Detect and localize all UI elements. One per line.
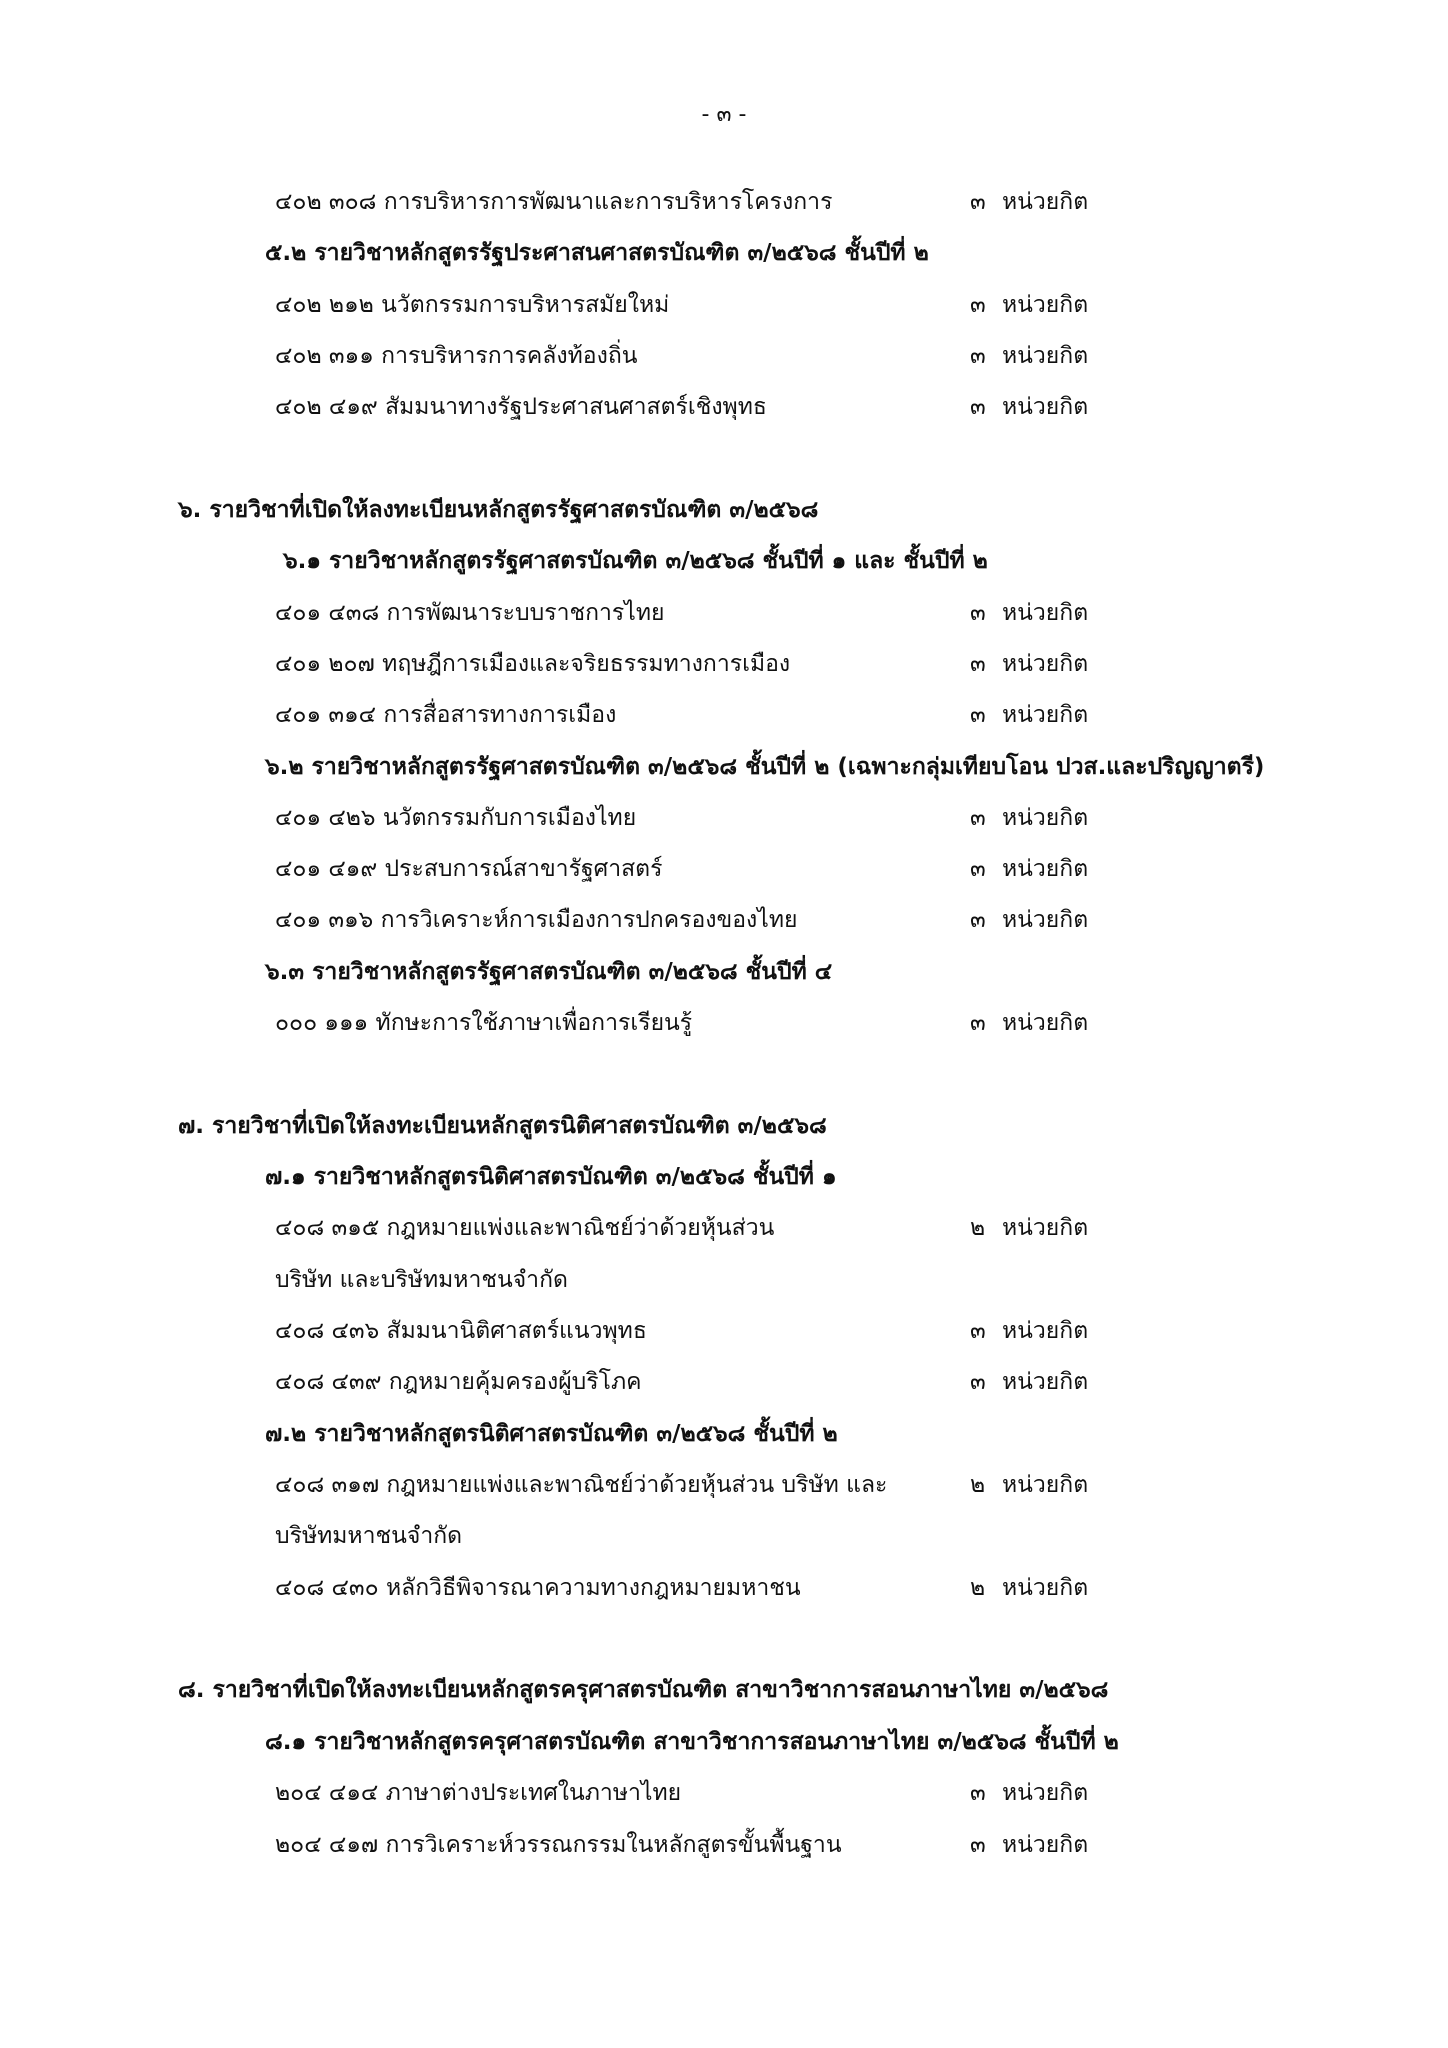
course-line: ๔๐๒ ๓๑๑ การบริหารการคลังท้องถิ่น [275, 343, 638, 369]
credit-count: ๓ [970, 1318, 986, 1344]
subsection-heading: ๘.๑ รายวิชาหลักสูตรครุศาสตรบัณฑิต สาขาวิชาการสอนภาษาไทย ๓/๒๕๖๘ ชั้นปีที่ ๒ [265, 1729, 1119, 1755]
credit-unit: หน่วยกิต [1002, 1010, 1089, 1036]
course-line: ๔๐๑ ๒๐๗ ทฤษฎีการเมืองและจริยธรรมทางการเมือง [275, 651, 791, 677]
section-heading: ๘. รายวิชาที่เปิดให้ลงทะเบียนหลักสูตรครุศาสตรบัณฑิต สาขาวิชาการสอนภาษาไทย ๓/๒๕๖๘ [178, 1677, 1109, 1703]
credit-unit: หน่วยกิต [1002, 1575, 1089, 1601]
credit-count: ๓ [970, 856, 986, 882]
course-line: ๒๐๔ ๔๑๔ ภาษาต่างประเทศในภาษาไทย [275, 1780, 682, 1806]
credit-value [970, 1006, 1088, 1040]
credit-unit: หน่วยกิต [1002, 1780, 1089, 1806]
credit-unit: หน่วยกิต [1002, 1832, 1089, 1858]
credit-count: ๓ [970, 1780, 986, 1806]
credit-value [970, 1468, 1088, 1502]
course-line: ๔๐๑ ๓๑๖ การวิเคราะห์การเมืองการปกครองของไทย [275, 907, 798, 933]
credit-count: ๒ [970, 1575, 986, 1601]
credit-value [970, 288, 1088, 322]
course-line: ๔๐๘ ๔๓๖ สัมมนานิติศาสตร์แนวพุทธ [275, 1318, 647, 1344]
subsection-heading: ๖.๑ รายวิชาหลักสูตรรัฐศาสตรบัณฑิต ๓/๒๕๖๘ ชั้นปีที่ ๑ และ ชั้นปีที่ ๒ [283, 548, 988, 574]
subsection-heading: ๖.๒ รายวิชาหลักสูตรรัฐศาสตรบัณฑิต ๓/๒๕๖๘ ชั้นปีที่ ๒ (เฉพาะกลุ่มเทียบโอน ปวส.และปริญญาตรี) [265, 754, 1265, 780]
course-title-continuation: บริษัทมหาชนจำกัด [275, 1523, 463, 1549]
credit-count: ๓ [970, 394, 986, 420]
credit-count: ๓ [970, 805, 986, 831]
subsection-heading: ๖.๓ รายวิชาหลักสูตรรัฐศาสตรบัณฑิต ๓/๒๕๖๘ ชั้นปีที่ ๔ [265, 959, 833, 985]
credit-value [970, 1314, 1088, 1348]
subsection-heading: ๗.๑ รายวิชาหลักสูตรนิติศาสตรบัณฑิต ๓/๒๕๖๘ ชั้นปีที่ ๑ [265, 1164, 837, 1190]
subsection-heading: ๕.๒ รายวิชาหลักสูตรรัฐประศาสนศาสตรบัณฑิต ๓/๒๕๖๘ ชั้นปีที่ ๒ [265, 240, 929, 266]
credit-value [970, 185, 1088, 219]
credit-value [970, 903, 1088, 937]
course-line: ๒๐๔ ๔๑๗ การวิเคราะห์วรรณกรรมในหลักสูตรขั้นพื้นฐาน [275, 1832, 842, 1858]
course-line: ๔๐๘ ๓๑๗ กฎหมายแพ่งและพาณิชย์ว่าด้วยหุ้นส่วน บริษัท และ [275, 1472, 888, 1498]
credit-count: ๓ [970, 907, 986, 933]
credit-value [970, 339, 1088, 373]
credit-value [970, 596, 1088, 630]
credit-unit: หน่วยกิต [1002, 1215, 1089, 1241]
page-number: - ๓ - [701, 102, 747, 127]
course-line: ๔๐๒ ๔๑๙ สัมมนาทางรัฐประศาสนศาสตร์เชิงพุทธ [275, 394, 767, 420]
credit-unit: หน่วยกิต [1002, 1318, 1089, 1344]
credit-unit: หน่วยกิต [1002, 189, 1089, 215]
course-line: ๐๐๐ ๑๑๑ ทักษะการใช้ภาษาเพื่อการเรียนรู้ [275, 1010, 693, 1036]
credit-count: ๓ [970, 1832, 986, 1858]
credit-count: ๓ [970, 651, 986, 677]
credit-value [970, 852, 1088, 886]
credit-unit: หน่วยกิต [1002, 702, 1089, 728]
course-line: ๔๐๒ ๒๑๒ นวัตกรรมการบริหารสมัยใหม่ [275, 292, 670, 318]
credit-value [970, 647, 1088, 681]
course-line: ๔๐๘ ๔๓๐ หลักวิธีพิจารณาความทางกฎหมายมหาชน [275, 1575, 801, 1601]
credit-unit: หน่วยกิต [1002, 651, 1089, 677]
course-title-continuation: บริษัท และบริษัทมหาชนจำกัด [275, 1267, 568, 1293]
course-line: ๔๐๑ ๔๓๘ การพัฒนาระบบราชการไทย [275, 600, 665, 626]
credit-value [970, 698, 1088, 732]
subsection-heading: ๗.๒ รายวิชาหลักสูตรนิติศาสตรบัณฑิต ๓/๒๕๖๘ ชั้นปีที่ ๒ [265, 1421, 838, 1447]
credit-unit: หน่วยกิต [1002, 1472, 1089, 1498]
credit-unit: หน่วยกิต [1002, 856, 1089, 882]
credit-unit: หน่วยกิต [1002, 292, 1089, 318]
credit-count: ๓ [970, 1369, 986, 1395]
credit-unit: หน่วยกิต [1002, 394, 1089, 420]
section-heading: ๖. รายวิชาที่เปิดให้ลงทะเบียนหลักสูตรรัฐศาสตรบัณฑิต ๓/๒๕๖๘ [178, 497, 819, 523]
credit-unit: หน่วยกิต [1002, 600, 1089, 626]
course-line: ๔๐๘ ๓๑๕ กฎหมายแพ่งและพาณิชย์ว่าด้วยหุ้นส่วน [275, 1215, 775, 1241]
credit-value [970, 1828, 1088, 1862]
credit-count: ๓ [970, 600, 986, 626]
course-line: ๔๐๑ ๓๑๔ การสื่อสารทางการเมือง [275, 702, 617, 728]
credit-count: ๓ [970, 343, 986, 369]
credit-count: ๒ [970, 1215, 986, 1241]
credit-value [970, 1571, 1088, 1605]
credit-unit: หน่วยกิต [1002, 907, 1089, 933]
course-line: ๔๐๑ ๔๒๖ นวัตกรรมกับการเมืองไทย [275, 805, 637, 831]
credit-value [970, 1776, 1088, 1810]
credit-value [970, 801, 1088, 835]
course-line: ๔๐๑ ๔๑๙ ประสบการณ์สาขารัฐศาสตร์ [275, 856, 663, 882]
credit-value [970, 1365, 1088, 1399]
course-line: ๔๐๒ ๓๐๘ การบริหารการพัฒนาและการบริหารโครงการ [275, 189, 833, 215]
credit-value [970, 1211, 1088, 1245]
credit-unit: หน่วยกิต [1002, 343, 1089, 369]
credit-unit: หน่วยกิต [1002, 805, 1089, 831]
credit-count: ๓ [970, 292, 986, 318]
credit-count: ๓ [970, 1010, 986, 1036]
section-heading: ๗. รายวิชาที่เปิดให้ลงทะเบียนหลักสูตรนิติศาสตรบัณฑิต ๓/๒๕๖๘ [178, 1113, 827, 1139]
credit-value [970, 390, 1088, 424]
credit-count: ๒ [970, 1472, 986, 1498]
credit-unit: หน่วยกิต [1002, 1369, 1089, 1395]
credit-count: ๓ [970, 702, 986, 728]
credit-count: ๓ [970, 189, 986, 215]
course-line: ๔๐๘ ๔๓๙ กฎหมายคุ้มครองผู้บริโภค [275, 1369, 642, 1395]
